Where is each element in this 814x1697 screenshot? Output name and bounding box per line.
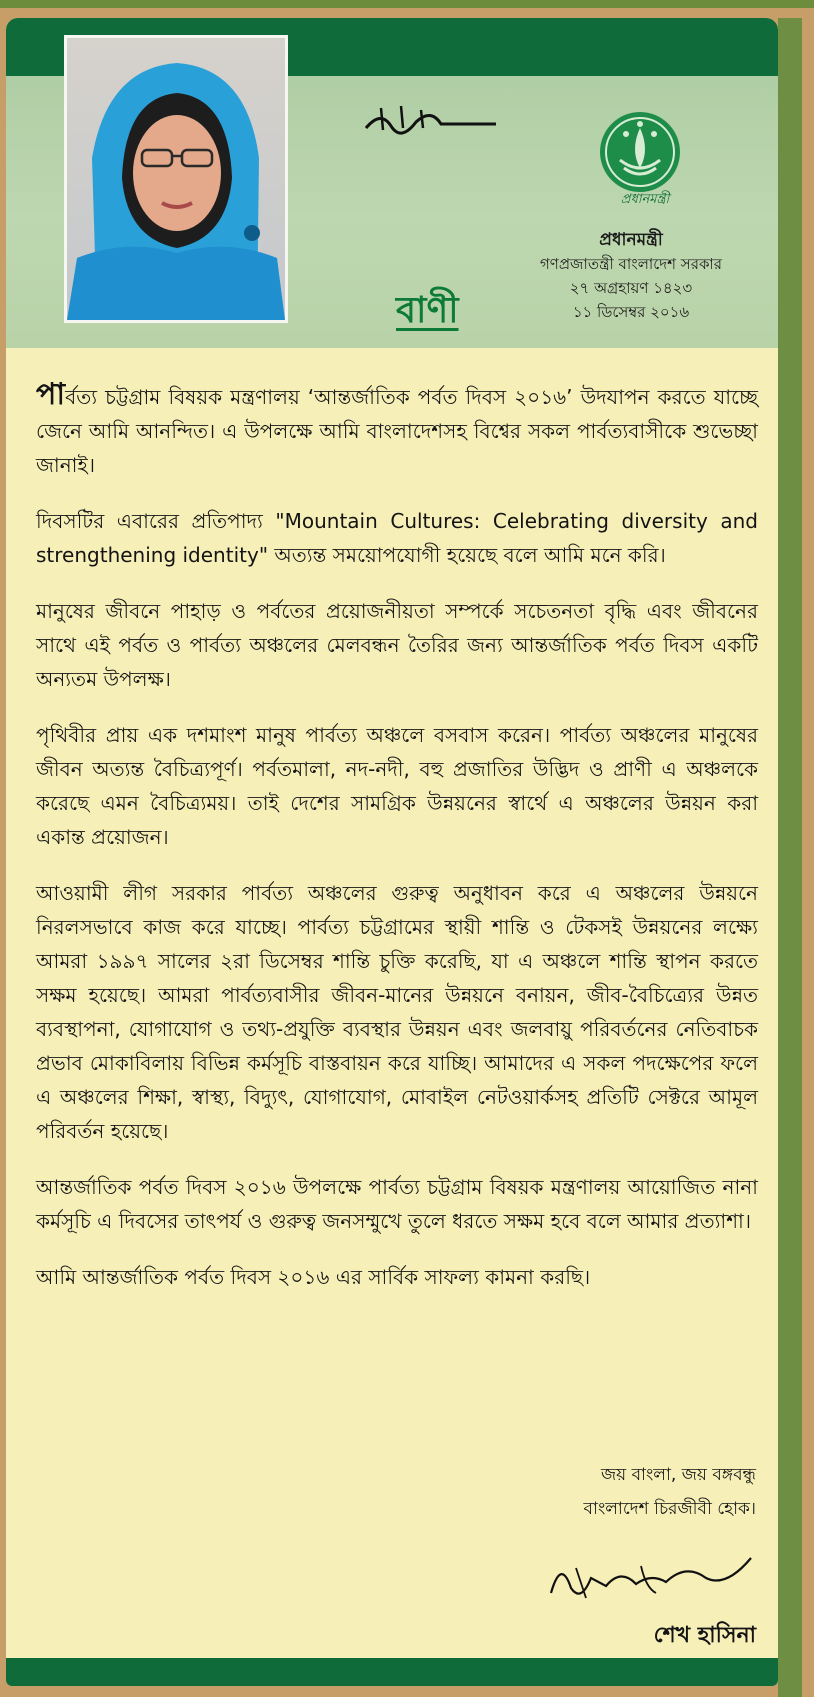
emblem-label: প্রধানমন্ত্রী: [620, 192, 670, 207]
office-block: [526, 228, 736, 324]
paragraph-3: মানুষের জীবনে পাহাড় ও পর্বতের প্রয়োজনীয়তা সম্পর্কে সচেতনতা বৃদ্ধি এবং জীবনের সাথে এই পর্বত ও পার্বত্য অঞ্চলের মেলবন্ধন তৈরির জন্য আন্তর্জাতিক পর্বত দিবস একটি অন্যতম উপলক্ষ।: [36, 599, 758, 691]
paragraph-2: দিবসটির এবারের প্রতিপাদ্য "Mountain Cultures: Celebrating diversity and strengthening identity" অত্যন্ত সময়োপযোগী হয়েছে বলে আমি মনে করি।: [36, 509, 758, 567]
bani-heading: বাণী: [396, 290, 459, 331]
message-body: [36, 378, 758, 1316]
paragraph-5: আওয়ামী লীগ সরকার পার্বত্য অঞ্চলের গুরুত্ব অনুধাবন করে এ অঞ্চলের উন্নয়নে নিরলসভাবে কাজ করে যাচ্ছে। পার্বত্য চট্টগ্রামের স্থায়ী শান্তি ও টেকসই উন্নয়নের লক্ষ্যে আমরা ১৯৯৭ সালের ২রা ডিসেম্বর শান্তি চুক্তি করেছি, যা এ অঞ্চলে শান্তি স্থাপন করতে সক্ষম হয়েছে। আমরা পার্বত্যবাসীর জীবন-মানের উন্নয়নে বনায়ন, জীব-বৈচিত্র্যের উন্নত ব্যবস্থাপনা, যোগাযোগ ও তথ্য-প্রযুক্তি ব্যবস্থার উন্নয়ন এবং জলবায়ু পরিবর্তনের নেতিবাচক প্রভাব মোকাবিলায় বিভিন্ন কর্মসূচি বাস্তবায়ন করে যাচ্ছি। আমাদের এ সকল পদক্ষেপের ফলে এ অঞ্চলের শিক্ষা, স্বাস্থ্য, বিদ্যুৎ, যোগাযোগ, মোবাইল নেটওয়ার্কসহ প্রতিটি সেক্টরে আমূল পরিবর্তন হয়েছে।: [36, 881, 758, 1143]
pm-emblem: [590, 110, 690, 214]
paragraph-6: আন্তর্জাতিক পর্বত দিবস ২০১৬ উপলক্ষে পার্বত্য চট্টগ্রাম বিষয়ক মন্ত্রণালয় আয়োজিত নানা কর্মসূচি এ দিবসের তাৎপর্য ও গুরুত্ব জনসম্মুখে তুলে ধরতে সক্ষম হবে বলে আমার প্রত্যাশা।: [36, 1175, 758, 1233]
paragraph-7: আমি আন্তর্জাতিক পর্বত দিবস ২০১৬ এর সার্বিক সাফল্য কামনা করছি।: [36, 1265, 591, 1289]
slogan-line-2: বাংলাদেশ চিরজীবী হোক।: [583, 1499, 756, 1519]
portrait-photo: [64, 35, 288, 323]
top-edge: [0, 0, 814, 8]
closing-slogans: [426, 1458, 756, 1526]
portrait-illustration: [67, 38, 285, 320]
slogan-line-1: জয় বাংলা, জয় বঙ্গবন্ধু: [600, 1465, 756, 1485]
office-date-bangla: ২৭ অগ্রহায়ণ ১৪২৩: [569, 279, 693, 297]
paragraph-1-text: র্বত্য চট্টগ্রাম বিষয়ক মন্ত্রণালয় ‘আন্তর্জাতিক পর্বত দিবস ২০১৬’ উদযাপন করতে যাচ্ছে জেনে আমি আনন্দিত। এ উপলক্ষে আমি বাংলাদেশসহ বিশ্বের সকল পার্বত্যবাসীকে শুভেচ্ছা জানাই।: [36, 385, 758, 477]
right-border: [778, 18, 802, 1697]
bismillah-calligraphy: [361, 100, 501, 144]
signatory-name: শেখ হাসিনা: [653, 1623, 756, 1648]
drop-cap: পা: [36, 377, 66, 412]
office-date-english: ১১ ডিসেম্বর ২০১৬: [572, 303, 690, 321]
footer-bar: [6, 1658, 778, 1686]
header: [6, 18, 778, 348]
paragraph-4: পৃথিবীর প্রায় এক দশমাংশ মানুষ পার্বত্য অঞ্চলে বসবাস করেন। পার্বত্য অঞ্চলের মানুষের জীবন অত্যন্ত বৈচিত্র্যপূর্ণ। পর্বতমালা, নদ-নদী, বহু প্রজাতির উদ্ভিদ ও প্রাণী এ অঞ্চলকে করেছে এমন বৈচিত্র্যময়। তাই দেশের সামগ্রিক উন্নয়নের স্বার্থে এ অঞ্চলের উন্নয়ন করা একান্ত প্রয়োজন।: [36, 723, 758, 849]
office-line: গণপ্রজাতন্ত্রী বাংলাদেশ সরকার: [539, 255, 723, 273]
signature: [546, 1548, 756, 1612]
message-card: [6, 18, 778, 1686]
paragraph-1: [36, 378, 758, 482]
office-title: প্রধানমন্ত্রী: [599, 230, 663, 250]
